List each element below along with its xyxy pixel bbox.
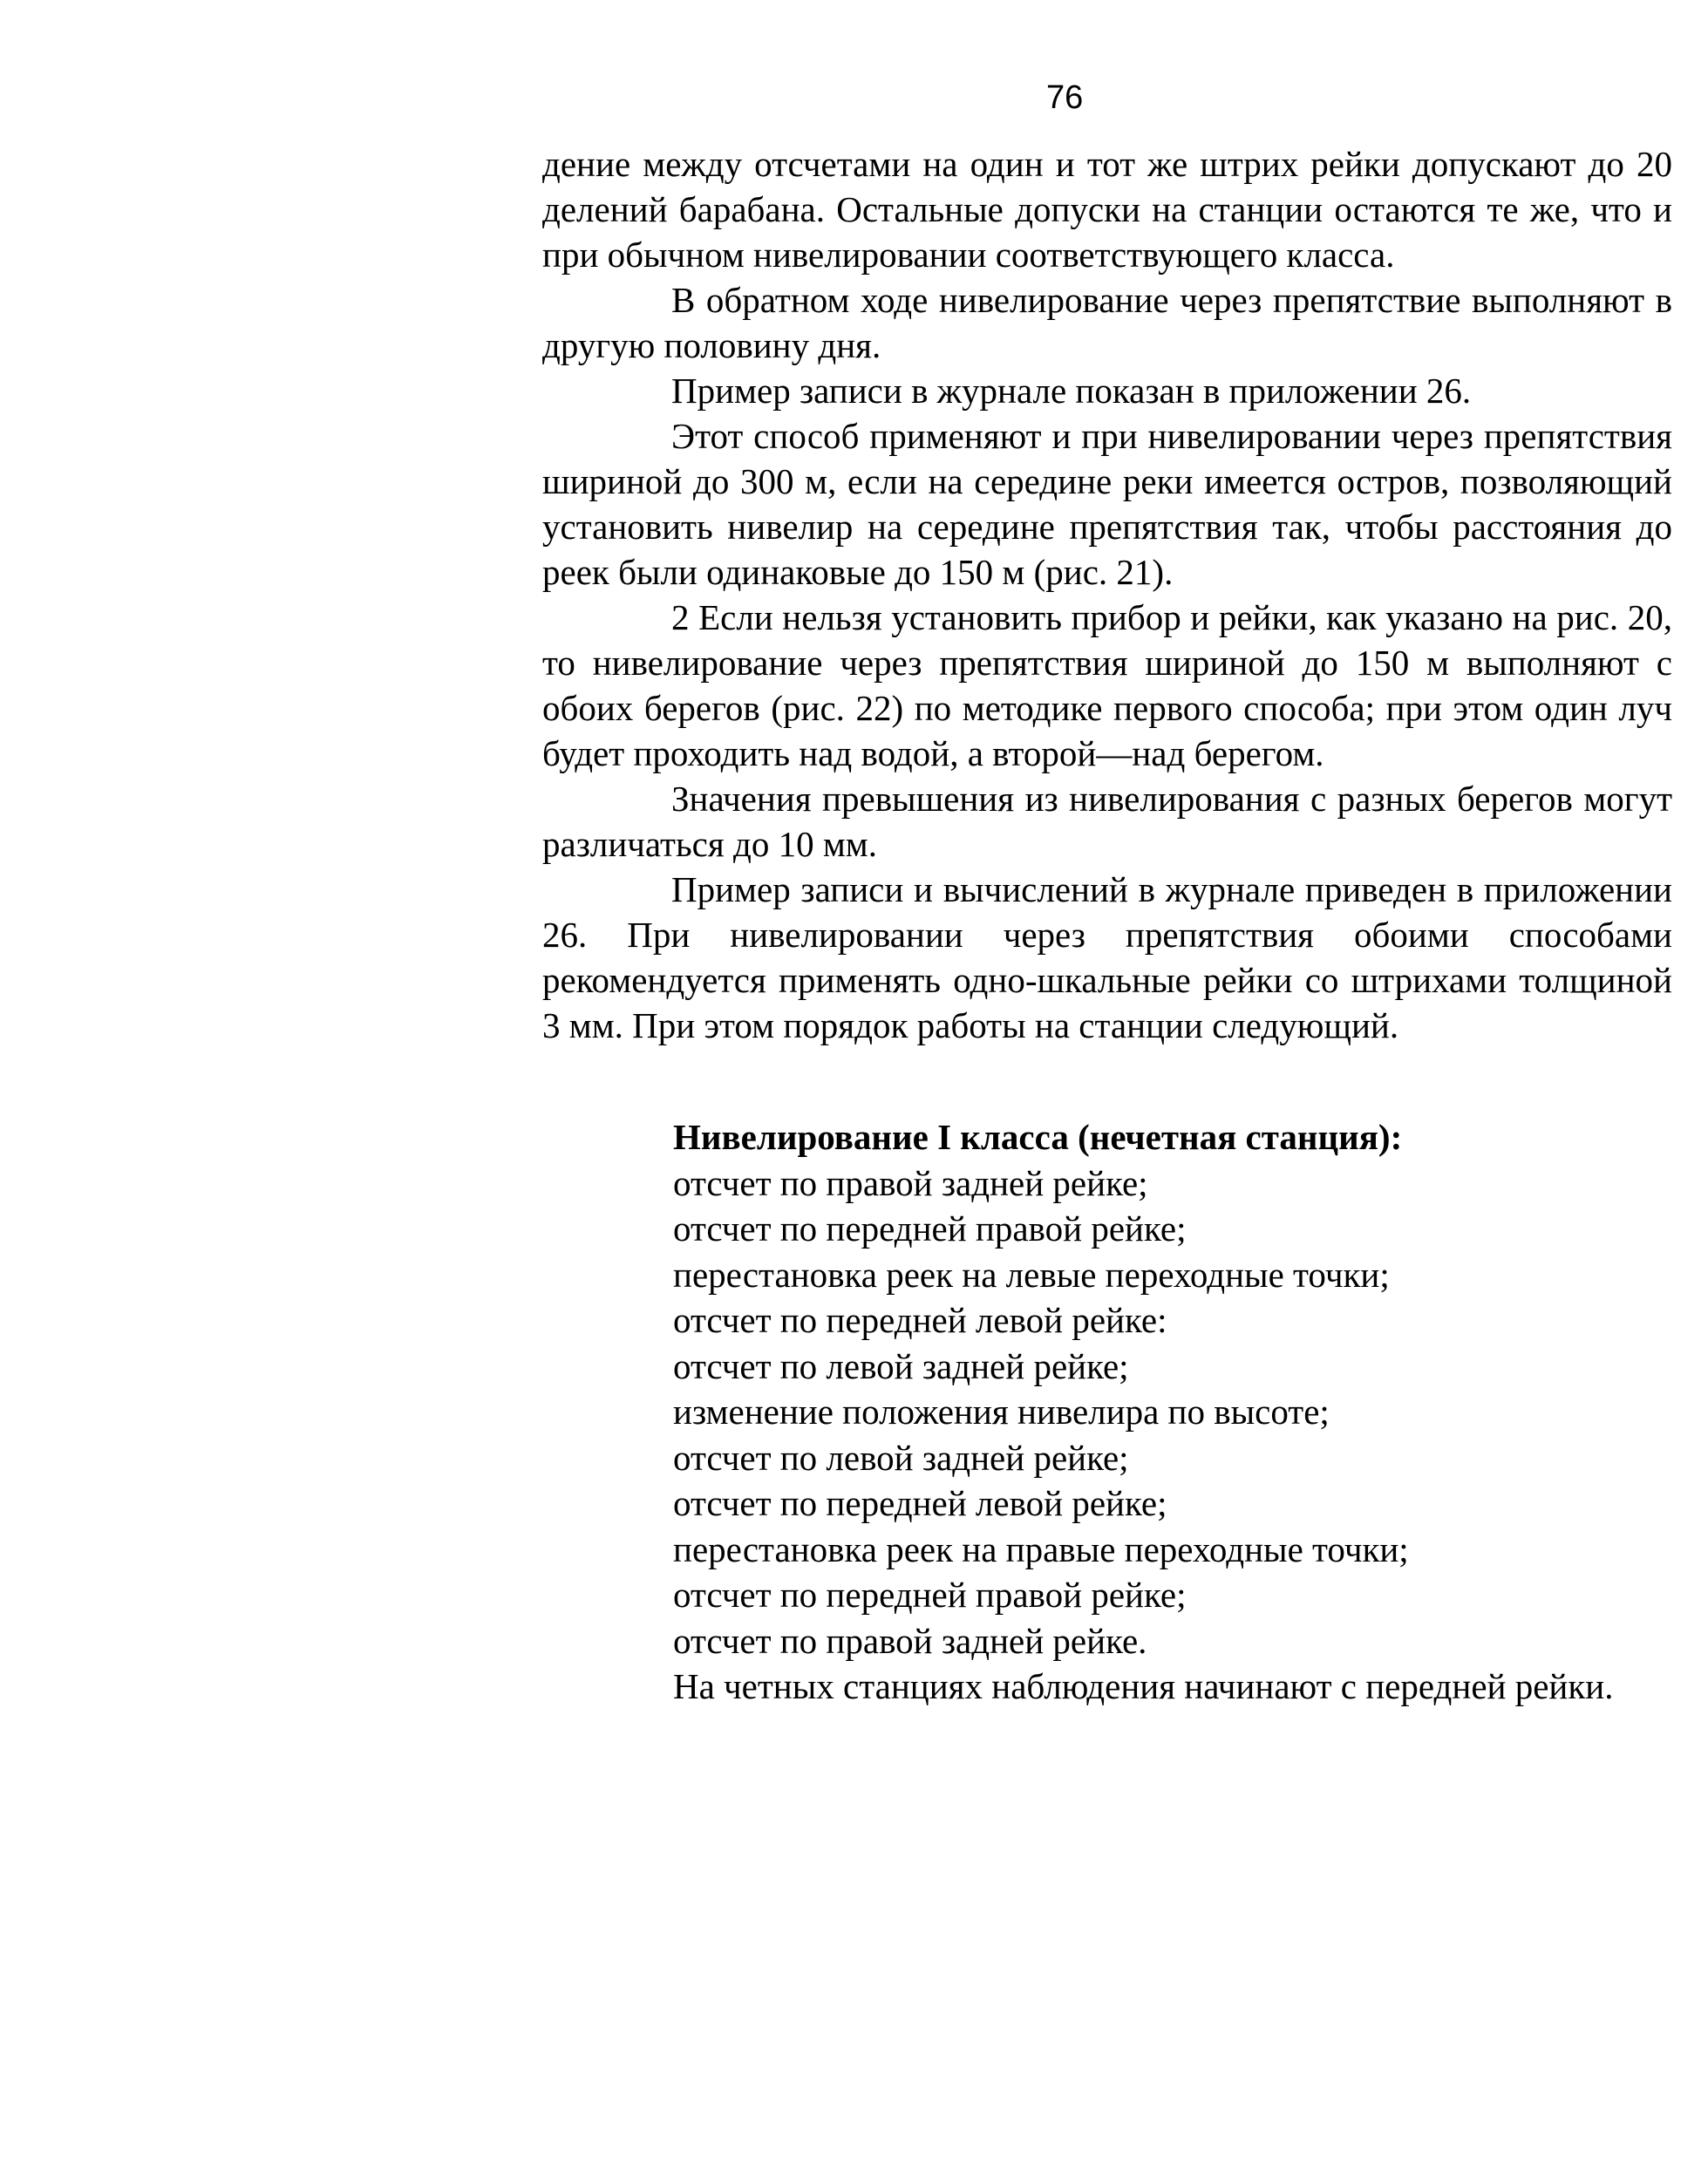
procedure-note: На четных станциях наблюдения начинают с передней рейки. xyxy=(673,1666,1614,1706)
paragraph: Пример записи в журнале показан в приложении 26. xyxy=(671,371,1472,411)
procedure-heading: Нивелирование I класса (нечетная станция): xyxy=(673,1117,1403,1157)
procedure-step: отсчет по правой задней рейке; xyxy=(673,1162,1148,1203)
page-number: 76 xyxy=(1046,79,1084,116)
paragraph: 2 Если нельзя установить прибор и рейки, как указано на рис. 20, то нивелирование через препятствия шириной до 150 м выполняют с обоих берегов (рис. 22) по методике первого способа; при этом один луч будет проходить над водой, а второй—над берегом. xyxy=(542,597,1672,773)
procedure-step: отсчет по левой задней рейке; xyxy=(673,1345,1129,1386)
procedure-steps xyxy=(673,1160,1667,1664)
procedure-step: перестановка реек на правые переходные точки; xyxy=(673,1528,1409,1569)
procedure-step: отсчет по правой задней рейке. xyxy=(673,1620,1147,1661)
procedure-step: изменение положения нивелира по высоте; xyxy=(673,1392,1330,1432)
paragraph: Пример записи и вычислений в журнале приведен в приложении 26. При нивелировании через препятствия обоими способами рекомендуется применять одно-шкальные рейки со штрихами толщиной 3 мм. При этом порядок работы на станции следующий. xyxy=(542,869,1672,1045)
paragraph: Этот способ применяют и при нивелировании через препятствия шириной до 300 м, если на середине реки имеется остров, позволяющий установить нивелир на середине препятствия так, чтобы расстояния до реек были одинаковые до 150 м (рис. 21). xyxy=(542,416,1672,592)
procedure-step: отсчет по передней левой рейке: xyxy=(673,1300,1167,1340)
paragraph: Значения превышения из нивелирования с разных берегов могут различаться до 10 мм. xyxy=(542,779,1672,864)
procedure-step: отсчет по передней правой рейке; xyxy=(673,1208,1187,1249)
procedure-step: перестановка реек на левые переходные точки; xyxy=(673,1254,1390,1295)
procedure-step: отсчет по левой задней рейке; xyxy=(673,1437,1129,1478)
procedure-section xyxy=(673,1114,1667,1710)
paragraph: дение между отсчетами на один и тот же штрих рейки допускают до 20 делений барабана. Остальные допуски на станции остаются те же, что и при обычном нивелировании соответствующего класса. xyxy=(542,144,1672,275)
body-text xyxy=(542,141,1672,1048)
paragraph: В обратном ходе нивелирование через препятствие выполняют в другую половину дня. xyxy=(542,280,1672,365)
procedure-step: отсчет по передней левой рейке; xyxy=(673,1483,1167,1523)
procedure-step: отсчет по передней правой рейке; xyxy=(673,1575,1187,1615)
